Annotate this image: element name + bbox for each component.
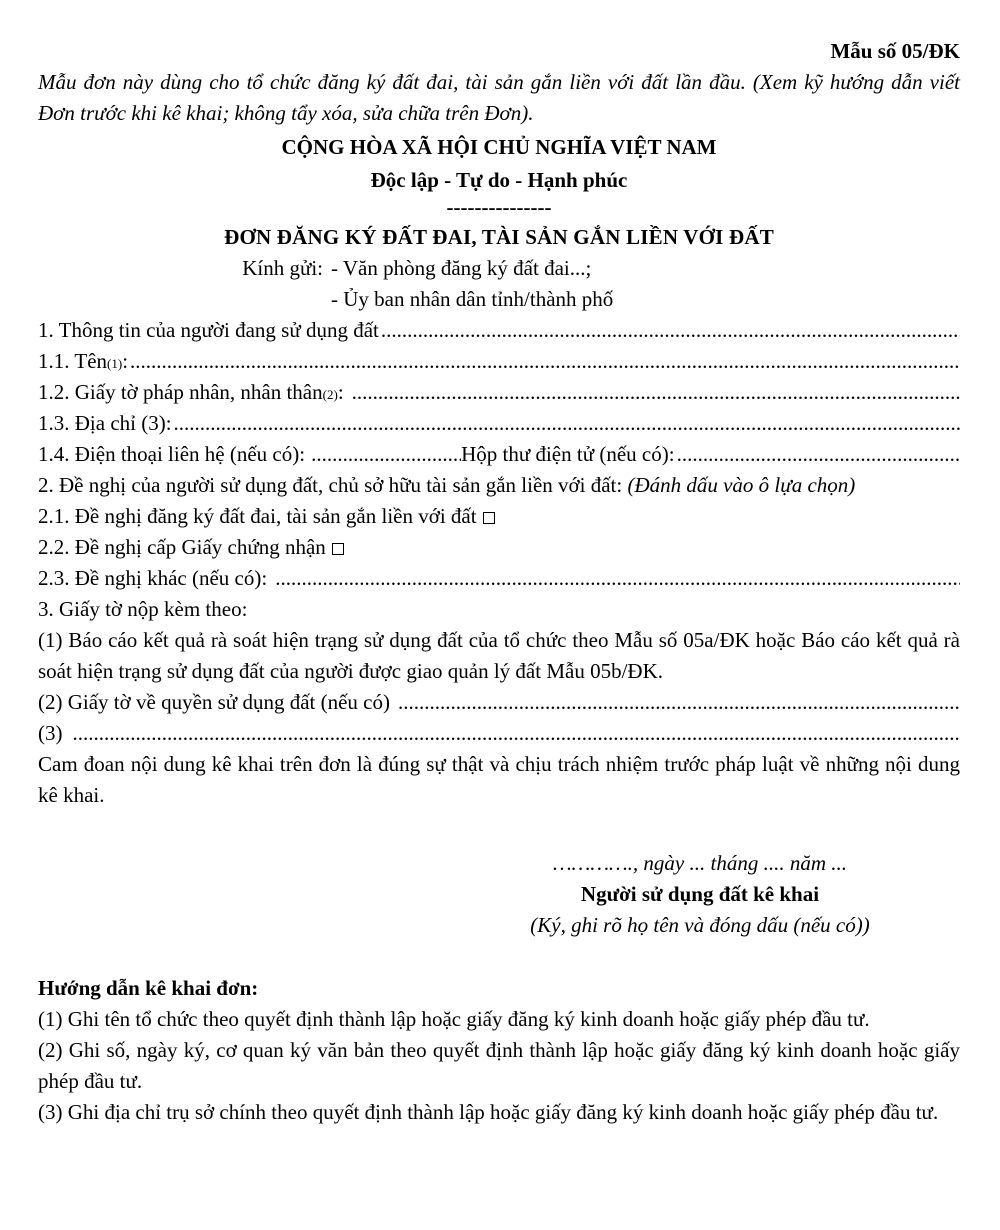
section-request: 2. Đề nghị của người sử dụng đất, chủ sở hữu tài sản gắn liền với đất: (Đánh dấu vào ô lựa chọn) (38, 473, 856, 497)
field-name[interactable]: 1.1. Tên (1) : ..... (38, 346, 960, 377)
field-user-info[interactable] (38, 315, 960, 346)
option-register[interactable]: 2.1. Đề nghị đăng ký đất đai, tài sản gắn liền với đất (38, 501, 960, 532)
field-address[interactable] (38, 408, 960, 439)
field-label: 1. Thông tin của người đang sử dụng đất (38, 318, 379, 342)
guide-section (38, 973, 960, 1128)
checkbox-register[interactable] (483, 512, 495, 524)
guide-item-3: (3) Ghi địa chỉ trụ sở chính theo quyết định thành lập hoặc giấy đăng ký kinh doanh hoặc giấy phép đầu tư. (38, 1100, 939, 1124)
option-certificate[interactable]: 2.2. Đề nghị cấp Giấy chứng nhận (38, 532, 960, 563)
attachment-1: (1) Báo cáo kết quả rà soát hiện trạng sử dụng đất của tổ chức theo Mẫu số 05a/ĐK hoặc Báo cáo kết quả rà soát hiện trạng sử dụng đất của người được giao quản lý đất Mẫu 05b/ĐK. (38, 628, 960, 683)
field-label: 1.1. Tên (38, 349, 108, 373)
form-page (38, 36, 960, 811)
signature-block (490, 848, 910, 941)
field-label: 1.3. Địa chỉ (3): (38, 411, 172, 435)
form-code: Mẫu số 05/ĐK (830, 39, 960, 63)
recipients (38, 253, 960, 284)
field-contact[interactable] (38, 439, 960, 470)
form-title: ĐƠN ĐĂNG KÝ ĐẤT ĐAI, TÀI SẢN GẮN LIỀN VỚI ĐẤT (224, 225, 774, 249)
phone-blank[interactable] (311, 439, 461, 470)
signature-note: (Ký, ghi rõ họ tên và đóng dấu (nếu có)) (530, 913, 870, 937)
section-attachments: 3. Giấy tờ nộp kèm theo: (38, 597, 248, 621)
recipients-row-2 (38, 284, 960, 315)
checkbox-certificate[interactable] (332, 543, 344, 555)
field-legal-docs[interactable]: 1.2. Giấy tờ pháp nhân, nhân thân (2) : ..... (38, 377, 960, 408)
motto: Độc lập - Tự do - Hạnh phúc (370, 168, 628, 192)
email-blank[interactable] (677, 439, 960, 470)
attachment-3[interactable]: (3) ..... (38, 718, 960, 749)
signature-date: …………., ngày ... tháng .... năm ... (552, 851, 847, 875)
field-label: 2.3. Đề nghị khác (nếu có): (38, 566, 268, 590)
attachment-2[interactable]: (2) Giấy tờ về quyền sử dụng đất (nếu có) ..... (38, 687, 960, 718)
intro-note: Mẫu đơn này dùng cho tổ chức đăng ký đất đai, tài sản gắn liền với đất lần đầu. (Xem kỹ hướng dẫn viết Đơn trước khi kê khai; không tẩy xóa, sửa chữa trên Đơn). (38, 70, 960, 125)
guide-item-1: (1) Ghi tên tổ chức theo quyết định thành lập hoặc giấy đăng ký kinh doanh hoặc giấy phép đầu tư. (38, 1007, 870, 1031)
field-label: Hộp thư điện tử (nếu có): (461, 442, 675, 466)
recipient-1: - Văn phòng đăng ký đất đai...; (331, 256, 592, 280)
pledge: Cam đoan nội dung kê khai trên đơn là đúng sự thật và chịu trách nhiệm trước pháp luật về những nội dung kê khai. (38, 752, 960, 807)
guide-item-2: (2) Ghi số, ngày ký, cơ quan ký văn bản theo quyết định thành lập hoặc giấy đăng ký kinh doanh hoặc giấy phép đầu tư. (38, 1038, 960, 1093)
recipients-label: Kính gửi: (242, 256, 323, 280)
country-header: CỘNG HÒA XÃ HỘI CHỦ NGHĨA VIỆT NAM (281, 135, 717, 159)
recipient-2: - Ủy ban nhân dân tỉnh/thành phố (331, 287, 614, 311)
field-label: 1.4. Điện thoại liên hệ (nếu có): (38, 442, 306, 466)
field-label: 1.2. Giấy tờ pháp nhân, nhân thân (38, 380, 323, 404)
field-other-request[interactable] (38, 563, 960, 594)
header-separator: --------------- (446, 195, 552, 219)
signature-role: Người sử dụng đất kê khai (580, 882, 820, 906)
guide-title: Hướng dẫn kê khai đơn: (38, 976, 259, 1000)
